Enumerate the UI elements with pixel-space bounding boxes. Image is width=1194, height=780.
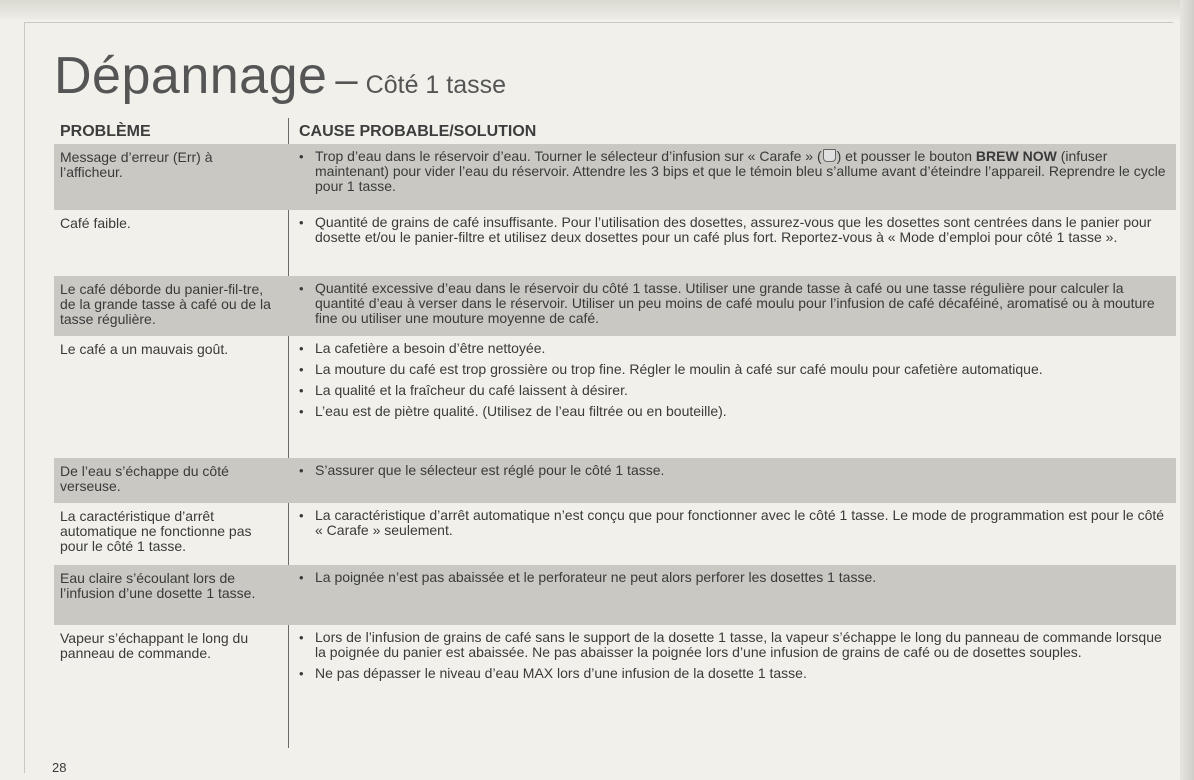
page-number: 28 — [52, 760, 67, 775]
cause-item — [294, 149, 1170, 194]
cause-list — [294, 570, 1170, 591]
cause-list — [294, 508, 1170, 544]
cause-list — [294, 149, 1170, 200]
cause-text: (infuser maintenant) pour vider l’eau du réservoir. Attendre les 3 bips et que le témoin bleu s’allume avant d’éteindre l’appareil. Reprendre le cycle pour 1 tasse. — [315, 148, 1166, 194]
problem-cell: Vapeur s’échappant le long du panneau de commande. — [60, 630, 249, 661]
problem-cell: Message d’erreur (Err) à l’afficheur. — [60, 149, 213, 180]
table-row — [54, 144, 1176, 210]
problem-cell: La caractéristique d’arrêt automatique ne fonctionne pas pour le côté 1 tasse. — [60, 508, 252, 554]
cause-list — [294, 341, 1170, 425]
cause-item: • La cafetière a besoin d’être nettoyée. — [294, 341, 1170, 356]
table-row — [54, 276, 1176, 336]
cause-item: • L’eau est de piètre qualité. (Utilisez de l’eau filtrée ou en bouteille). — [294, 404, 1170, 419]
cause-item: • Quantité excessive d’eau dans le réservoir du côté 1 tasse. Utiliser une grande tasse à café ou une tasse régulière pour calculer la quantité d’eau à verser dans le réservoir. Utiliser un peu moins de café moulu pour l’infusion de café décaféiné, aromatisé ou à mouture fine ou utiliser une mouture moyenne de café. — [294, 281, 1170, 326]
title-main: Dépannage — [54, 47, 328, 105]
cause-item: • La poignée n’est pas abaissée et le perforateur ne peut alors perforer les dosettes 1 tasse. — [294, 570, 1170, 585]
column-header-problem: PROBLÈME — [60, 123, 151, 140]
table-row — [54, 458, 1176, 503]
cause-item: • Lors de l’infusion de grains de café sans le support de la dosette 1 tasse, la vapeur s’échappe le long du panneau de commande lorsque la poignée du panier est abaissée. Ne pas abaisser la poignée lors d’une infusion de grains de café ou de dosettes souples. — [294, 630, 1170, 660]
table-row — [54, 565, 1176, 625]
carafe-icon — [823, 149, 836, 162]
cause-text: Trop d’eau dans le réservoir d’eau. Tourner le sélecteur d’infusion sur « Carafe » ( — [315, 148, 822, 164]
cause-list — [294, 630, 1170, 687]
column-header-cause: CAUSE PROBABLE/SOLUTION — [299, 123, 537, 140]
cause-list — [294, 281, 1170, 332]
scan-edge-right — [1180, 0, 1194, 780]
cause-item: • La caractéristique d’arrêt automatique n’est conçu que pour fonctionner avec le côté 1 tasse. Le mode de programmation est pour le côté « Carafe » seulement. — [294, 508, 1170, 538]
brew-now-label: BREW NOW — [975, 148, 1057, 164]
table-row — [54, 625, 1176, 725]
table-row — [54, 210, 1176, 276]
cause-list — [294, 215, 1170, 251]
troubleshooting-table — [54, 144, 1176, 725]
table-row — [54, 503, 1176, 565]
table-row — [54, 336, 1176, 458]
cause-item: • S’assurer que le sélecteur est réglé pour le côté 1 tasse. — [294, 463, 1170, 478]
cause-list — [294, 463, 1170, 484]
cause-item: • La qualité et la fraîcheur du café laissent à désirer. — [294, 383, 1170, 398]
title-subtitle: Côté 1 tasse — [365, 71, 507, 99]
page-title — [54, 46, 506, 106]
problem-cell: Le café déborde du panier-fil-tre, de la grande tasse à café ou de la tasse régulière. — [60, 281, 271, 327]
title-dash: – — [335, 58, 358, 102]
problem-cell: De l’eau s’échappe du côté verseuse. — [60, 463, 229, 494]
problem-cell: Eau claire s’écoulant lors de l’infusion d’une dosette 1 tasse. — [60, 570, 256, 601]
scan-edge-top — [0, 0, 1194, 20]
problem-cell: Le café a un mauvais goût. — [60, 341, 229, 357]
problem-cell: Café faible. — [60, 215, 131, 231]
cause-item: • Ne pas dépasser le niveau d’eau MAX lors d’une infusion de la dosette 1 tasse. — [294, 666, 1170, 681]
cause-item: • Quantité de grains de café insuffisante. Pour l’utilisation des dosettes, assurez-vous que les dosettes sont centrées dans le panier pour dosette et/ou le panier-filtre et utilisez deux dosettes pour un café plus fort. Reportez-vous à « Mode d’emploi pour côté 1 tasse ». — [294, 215, 1170, 245]
cause-item: • La mouture du café est trop grossière ou trop fine. Régler le moulin à café sur café moulu pour cafetière automatique. — [294, 362, 1170, 377]
cause-text: ) et pousser le bouton — [836, 148, 976, 164]
